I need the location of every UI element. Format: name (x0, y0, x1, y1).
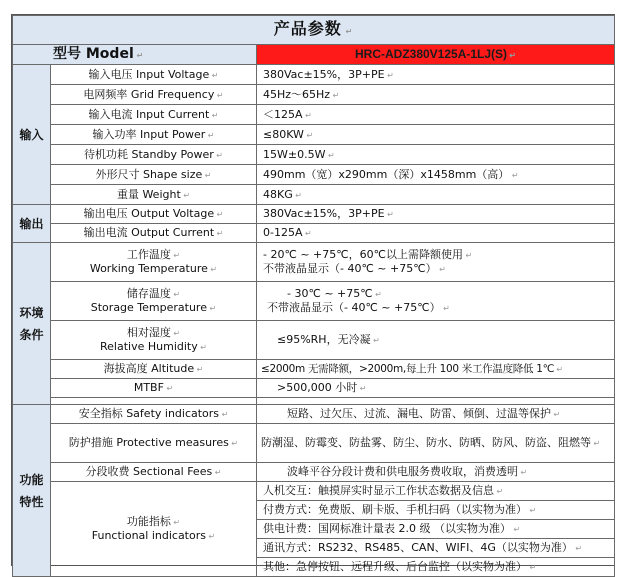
table-row (13, 282, 615, 321)
section-environment: 环境条件 (13, 243, 51, 405)
safety-label: 安全指标 Safety indicators ↵ (51, 405, 257, 424)
table-row (13, 145, 615, 165)
grid-frequency-value: 45Hz～65Hz ↵ (257, 85, 615, 105)
functional-item: 付费方式：免费版、刷卡版、手机扫码（以实物为准） ↵ (257, 501, 615, 520)
weight-value: 48KG ↵ (257, 185, 615, 205)
mtbf-value (257, 379, 615, 398)
spec-sheet (11, 14, 615, 573)
storage-temp-label-en: Storage Temperature ↵ (53, 301, 254, 315)
table-row (13, 165, 615, 185)
storage-temp-label-cn: 储存温度 ↵ (53, 287, 254, 301)
storage-temp-value (257, 282, 615, 321)
table-row (13, 65, 615, 85)
table-row (13, 463, 615, 482)
altitude-value (257, 360, 615, 379)
table-row-spacer (13, 398, 615, 405)
functional-label-en: Functional indicators ↵ (53, 529, 254, 543)
storage-temp-value-1: - 30℃ ~ +75℃ ↵ (287, 287, 612, 301)
humidity-value (257, 321, 615, 360)
protective-label: 防护措施 Protective measures ↵ (51, 424, 257, 463)
weight-label: 重量 Weight ↵ (51, 185, 257, 205)
functional-item: 通讯方式：RS232、RS485、CAN、WIFI、4G（以实物为准） ↵ (257, 539, 615, 558)
spec-table (12, 15, 615, 577)
functional-label (51, 482, 257, 577)
input-current-label: 输入电流 Input Current ↵ (51, 105, 257, 125)
table-row (13, 424, 615, 463)
fees-value (257, 463, 615, 482)
table-row (13, 105, 615, 125)
input-voltage-value: 380Vac±15%，3P+PE ↵ (257, 65, 615, 85)
table-row (13, 125, 615, 145)
altitude-value-text: ≤2000m 无需降额，>2000m,每上升 100 米工作温度降低 1℃ ↵ (261, 363, 563, 375)
shape-size-label: 外形尺寸 Shape size ↵ (51, 165, 257, 185)
functional-item: 人机交互：触摸屏实时显示工作状态数据及信息 ↵ (257, 482, 615, 501)
model-label: 型号 Model ↵ (13, 45, 257, 65)
table-row (13, 205, 615, 224)
functional-item: 其他：急停按钮、远程升级、后台监控（以实物为准） ↵ (257, 558, 615, 577)
table-row (13, 85, 615, 105)
humidity-label-en: Relative Humidity ↵ (53, 340, 254, 354)
safety-value-text: 短路、过欠压、过流、漏电、防雷、倾倒、过温等保护 ↵ (287, 407, 560, 420)
functional-label-cn: 功能指标 ↵ (53, 515, 254, 529)
output-current-value: 0-125A ↵ (257, 224, 615, 243)
table-row (13, 360, 615, 379)
spacer-cell (257, 398, 615, 405)
table-row (13, 405, 615, 424)
table-row (13, 321, 615, 360)
working-temp-label-en: Working Temperature ↵ (53, 262, 254, 276)
functional-item: 供电计费：国网标准计量表 2.0 级 （以实物为准） ↵ (257, 520, 615, 539)
model-row (13, 45, 615, 65)
mtbf-value-text: >500,000 小时 ↵ (277, 381, 366, 394)
standby-power-label: 待机功耗 Standby Power ↵ (51, 145, 257, 165)
working-temp-value-2: 不带液晶显示（- 40℃ ~ +75℃） ↵ (263, 262, 612, 276)
table-title (13, 16, 615, 45)
shape-size-value: 490mm（宽）x290mm（深）x1458mm（高） ↵ (257, 165, 615, 185)
table-row (13, 185, 615, 205)
humidity-label-cn: 相对湿度 ↵ (53, 326, 254, 340)
storage-temp-label (51, 282, 257, 321)
model-value: HRC-ADZ380V125A-1LJ(S) ↵ (257, 45, 615, 65)
input-power-label: 输入功率 Input Power ↵ (51, 125, 257, 145)
safety-value (257, 405, 615, 424)
storage-temp-value-2: 不带液晶显示（- 40℃ ~ +75℃） ↵ (267, 301, 612, 315)
table-row (13, 224, 615, 243)
working-temp-value (257, 243, 615, 282)
working-temp-value-1: - 20℃ ~ +75℃，60℃以上需降额使用 ↵ (263, 248, 612, 262)
working-temp-label (51, 243, 257, 282)
title-row (13, 16, 615, 45)
section-function: 功能特性 (13, 405, 51, 577)
table-row (13, 482, 615, 501)
humidity-value-text: ≤95%RH，无冷凝 ↵ (277, 333, 380, 346)
section-input: 输入 (13, 65, 51, 205)
output-voltage-value: 380Vac±15%，3P+PE ↵ (257, 205, 615, 224)
input-voltage-label: 输入电压 Input Voltage ↵ (51, 65, 257, 85)
table-row (13, 379, 615, 398)
fees-value-text: 波峰平谷分段计费和供电服务费收取，消费透明 ↵ (287, 465, 527, 478)
input-power-value: ≤80KW ↵ (257, 125, 615, 145)
table-row (13, 243, 615, 282)
standby-power-value: 15W±0.5W ↵ (257, 145, 615, 165)
spacer-cell (51, 398, 257, 405)
input-current-value: ＜125A ↵ (257, 105, 615, 125)
protective-value-text: 防潮湿、防霉变、防盐雾、防尘、防水、防晒、防风、防盗、阻燃等 ↵ (261, 436, 600, 449)
altitude-label: 海拔高度 Altitude ↵ (51, 360, 257, 379)
protective-value (257, 424, 615, 463)
working-temp-label-cn: 工作温度 ↵ (53, 248, 254, 262)
section-output: 输出 (13, 205, 51, 243)
output-current-label: 输出电流 Output Current ↵ (51, 224, 257, 243)
mtbf-label: MTBF ↵ (51, 379, 257, 398)
output-voltage-label: 输出电压 Output Voltage ↵ (51, 205, 257, 224)
table-title-text: 产品参数 ↵ (274, 19, 354, 38)
humidity-label (51, 321, 257, 360)
fees-label: 分段收费 Sectional Fees ↵ (51, 463, 257, 482)
grid-frequency-label: 电网频率 Grid Frequency ↵ (51, 85, 257, 105)
